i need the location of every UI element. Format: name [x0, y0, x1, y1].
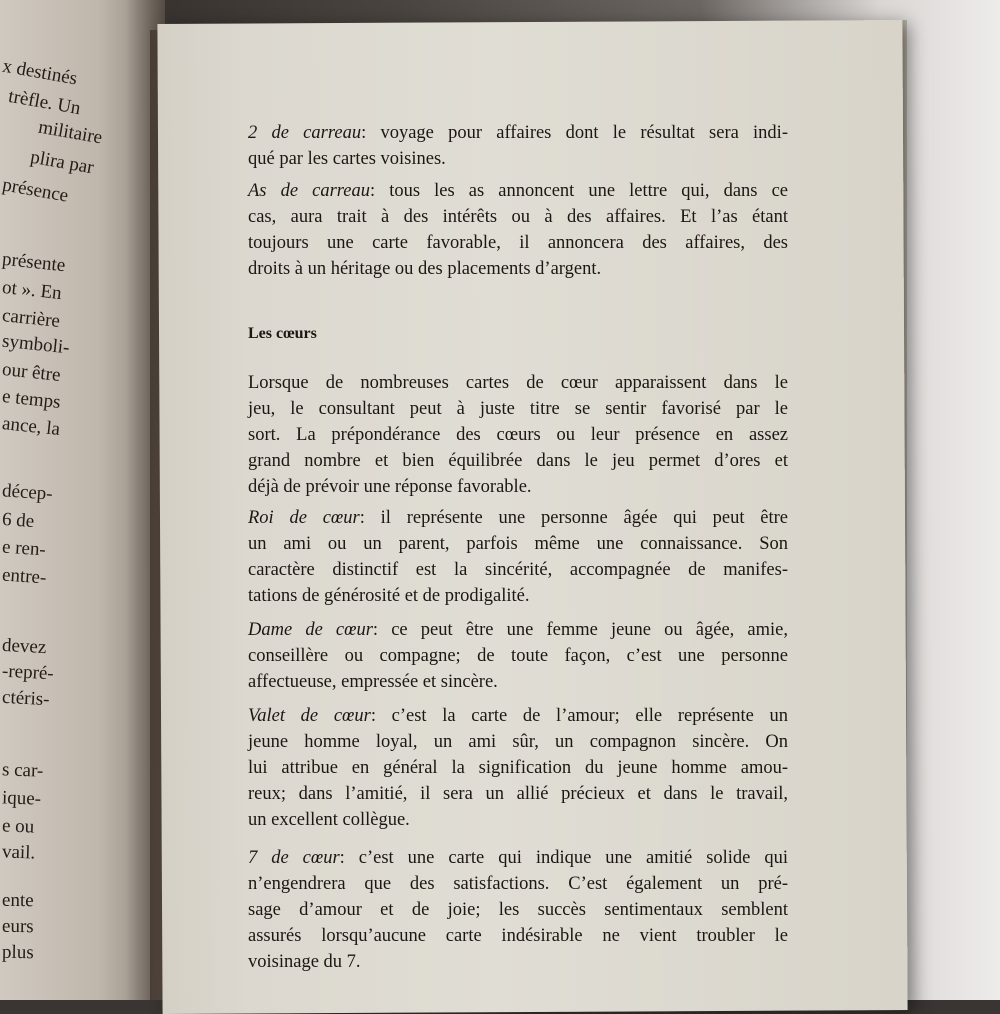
- entry-text: droits à un héritage ou des placements d’argent.: [248, 259, 602, 279]
- left-page-line: décep-: [1, 480, 54, 505]
- entry-term: 2 de carreau: [248, 123, 362, 143]
- entry-term: Valet de cœur: [248, 706, 371, 726]
- left-page-line: militaire: [36, 116, 104, 149]
- entry-text: caractère distinctif est la sincérité, accompagnée de manifes-: [248, 560, 788, 580]
- left-page-line: présence: [0, 174, 70, 207]
- intro-line: jeu, le consultant peut à juste titre se sentir favorisé par le: [248, 399, 788, 419]
- entry-text: : ce peut être une femme jeune ou âgée, amie,: [372, 620, 788, 640]
- left-page-line: devez: [1, 634, 47, 659]
- entry-text: assurés lorsqu’aucune carte indésirable ne vient troubler le: [248, 926, 788, 946]
- entry-text: n’engendrera que des satisfactions. C’est également un pré-: [248, 874, 788, 894]
- entry-text: voisinage du 7.: [248, 952, 361, 972]
- entry-text: sage d’amour et de joie; les succès sentimentaux semblent: [248, 900, 788, 920]
- left-page-line: e temps: [1, 385, 62, 414]
- entry-as-de-carreau: [248, 178, 788, 282]
- left-page-line: ente: [1, 889, 34, 912]
- left-page: [0, 0, 165, 1000]
- entry-text: : il représente une personne âgée qui peut être: [359, 508, 788, 528]
- entry-text: lui attribue en général la signification du jeune homme amou-: [248, 758, 788, 778]
- entry-text: toujours une carte favorable, il annoncera des affaires, des: [248, 233, 788, 253]
- left-page-line: ance, la: [1, 413, 62, 440]
- entry-2-de-carreau: [248, 120, 788, 172]
- section-heading: Les cœurs: [248, 325, 317, 342]
- entry-text: un excellent collègue.: [248, 810, 410, 830]
- left-page-line: vail.: [1, 841, 36, 864]
- left-page-line: entre-: [1, 564, 48, 589]
- entry-text: cas, aura trait à des intérêts ou à des affaires. Et l’as étant: [248, 207, 788, 227]
- entry-text: tations de générosité et de prodigalité.: [248, 586, 530, 606]
- entry-text: : tous les as annoncent une lettre qui, dans ce: [370, 181, 788, 201]
- left-page-line: ctéris-: [1, 686, 51, 711]
- intro-line: grand nombre et bien équilibrée dans le jeu permet d’ores et: [248, 451, 788, 471]
- entry-roi-de-coeur: [248, 505, 788, 609]
- entry-term: 7 de cœur: [248, 848, 340, 868]
- left-page-line: plus: [1, 941, 34, 964]
- entry-text: : c’est une carte qui indique une amitié solide qui: [339, 848, 788, 868]
- entry-valet-de-coeur: [248, 703, 788, 833]
- entry-text: : c’est la carte de l’amour; elle représente un: [370, 706, 789, 726]
- left-page-line: ot ». En: [1, 276, 63, 305]
- left-page-line: x destinés: [0, 55, 79, 90]
- entry-term: As de carreau: [248, 181, 371, 201]
- left-page-line: -repré-: [1, 660, 55, 685]
- left-page-line: ique-: [1, 787, 42, 810]
- entry-term: Dame de cœur: [248, 620, 373, 640]
- left-page-line: carrière: [1, 305, 61, 332]
- left-page-line: symboli-: [1, 330, 71, 359]
- entry-text: : voyage pour affaires dont le résultat sera indi-: [361, 123, 788, 143]
- left-page-line: eurs: [1, 915, 34, 938]
- left-page-line: our être: [1, 358, 62, 387]
- intro-line: sort. La prépondérance des cœurs ou leur présence en assez: [248, 425, 788, 445]
- hearts-intro: [248, 370, 788, 500]
- left-page-line: 6 de: [1, 508, 35, 533]
- entry-term: Roi de cœur: [248, 508, 360, 528]
- entry-text: reux; dans l’amitié, il sera un allié précieux et dans le travail,: [248, 784, 788, 804]
- entry-7-de-coeur: [248, 845, 788, 975]
- entry-text: jeune homme loyal, un ami sûr, un compagnon sincère. On: [248, 732, 788, 752]
- entry-text: qué par les cartes voisines.: [248, 149, 446, 169]
- left-page-line: s car-: [1, 759, 44, 782]
- intro-line: Lorsque de nombreuses cartes de cœur apparaissent dans le: [248, 373, 788, 393]
- left-page-line: e ou: [1, 815, 35, 838]
- left-page-line: présente: [1, 248, 67, 277]
- entry-dame-de-coeur: [248, 617, 788, 695]
- entry-text: conseillère ou compagne; de toute façon, c’est une personne: [248, 646, 788, 666]
- left-page-line: e ren-: [1, 536, 47, 561]
- entry-text: affectueuse, empressée et sincère.: [248, 672, 498, 692]
- intro-line: déjà de prévoir une réponse favorable.: [248, 477, 532, 497]
- entry-text: un ami ou un parent, parfois même une connaissance. Son: [248, 534, 788, 554]
- left-page-line: trèfle. Un: [6, 85, 83, 120]
- left-page-line: plira par: [28, 146, 96, 179]
